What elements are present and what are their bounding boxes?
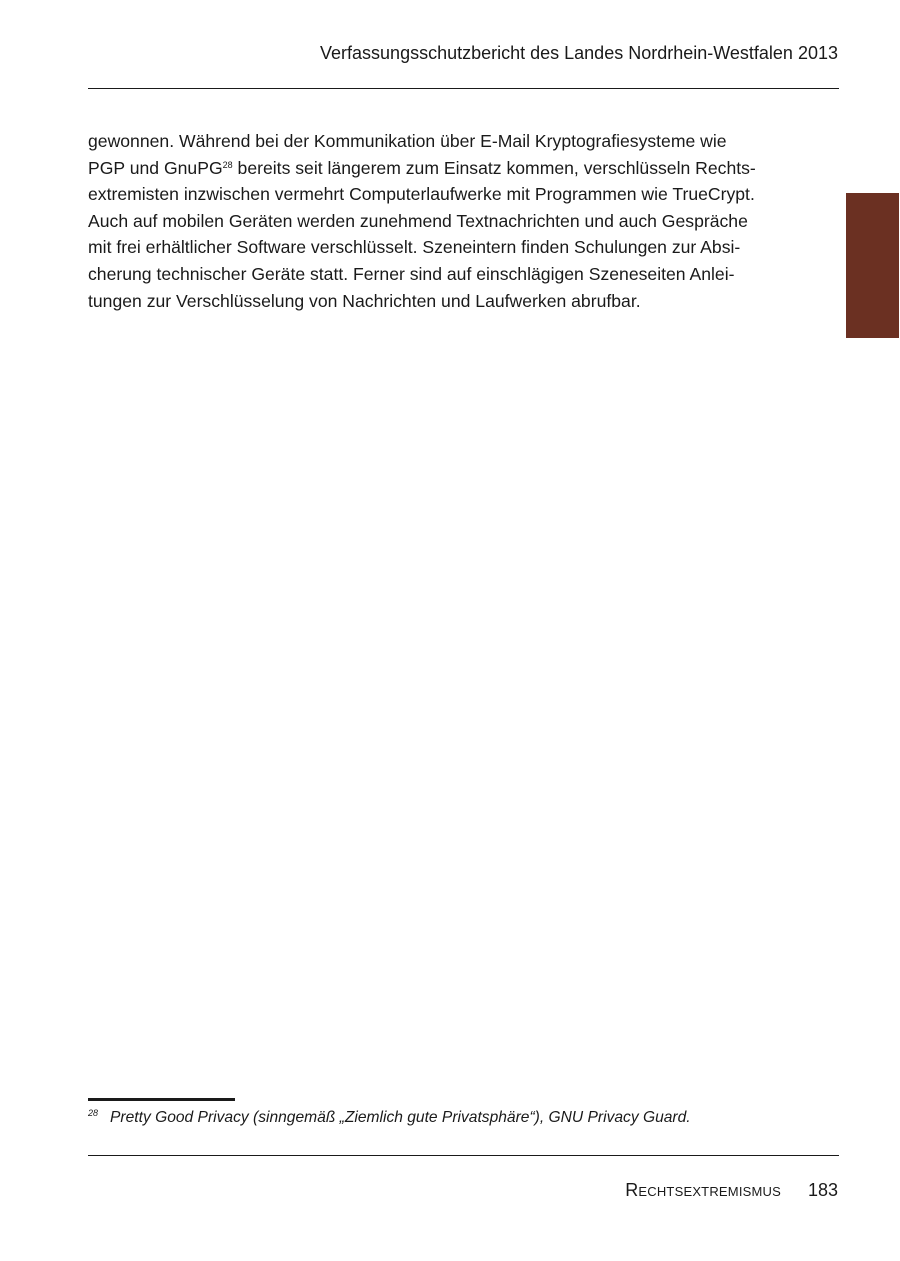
header-divider [88,88,839,89]
running-header-title: Verfassungsschutzbericht des Landes Nordrhein-Westfalen 2013 [320,43,838,63]
body-line [88,155,848,182]
body-line-segment: PGP und GnuPG [88,157,223,178]
footer-divider [88,1155,839,1156]
body-line: extremisten inzwischen vermehrt Computerlaufwerke mit Programmen wie TrueCrypt. [88,184,755,205]
page-number: 183 [807,1180,838,1200]
body-line: tungen zur Verschlüsselung von Nachrichten und Laufwerken abrufbar. [88,290,641,311]
footnote-text: Pretty Good Privacy (sinngemäß „Ziemlich gute Privatsphäre“), GNU Privacy Guard. [110,1109,691,1126]
body-line: mit frei erhältlicher Software verschlüsselt. Szeneintern finden Schulungen zur Absi- [88,237,741,258]
chapter-tab-marker [846,193,899,338]
footnote [88,1108,691,1128]
body-line: gewonnen. Während bei der Kommunikation über E-Mail Kryptografiesysteme wie [88,131,727,151]
footer-section-title: Rechtsextremismus [625,1180,781,1200]
footnote-number: 28 [88,1108,99,1118]
footnote-divider [88,1098,235,1101]
footnote-reference[interactable]: 28 [222,159,233,170]
body-line: Auch auf mobilen Geräten werden zunehmend Textnachrichten und auch Gespräche [88,210,748,231]
body-line: cherung technischer Geräte statt. Ferner sind auf einschlägigen Szeneseiten Anlei- [88,263,735,284]
body-line-segment: bereits seit längerem zum Einsatz kommen, verschlüsseln Rechts- [232,157,756,178]
body-paragraph [88,128,848,314]
